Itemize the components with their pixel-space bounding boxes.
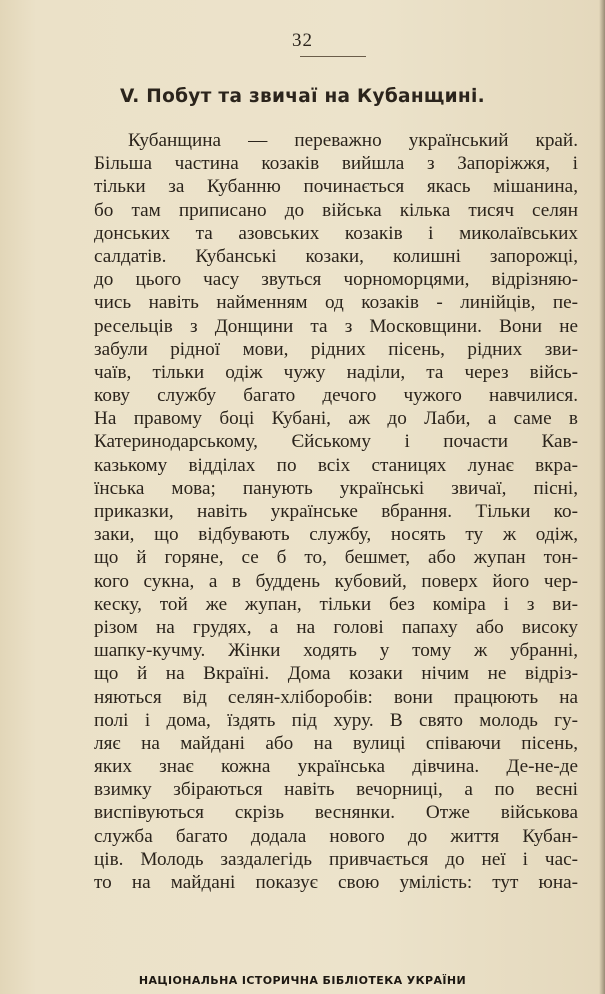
text-line: Кубанщина — переважно український край. — [128, 130, 578, 151]
text-line: Катеринодарському, Єйському і почасти Кав- — [94, 431, 578, 453]
text-line: то на майдані показує свою умілість: тут юна- — [94, 872, 578, 893]
text-line: шапку-кучму. Жінки ходять у тому ж убранні, — [94, 640, 578, 662]
text-line: забули рідної мови, рідних пісень, рідних зви- — [94, 338, 578, 360]
page-number: 32 — [292, 30, 313, 51]
body-text — [94, 129, 578, 894]
text-line: виспівуються скрізь веснянки. Отже військова — [94, 802, 578, 824]
text-line: кого сукна, а в буддень кубовий, поверх його чер- — [94, 570, 578, 592]
text-line: полі і дома, їздять під хуру. В свято молодь гу- — [94, 709, 578, 731]
text-line: заки, що відбувають службу, носять ту ж одіж, — [94, 524, 578, 546]
text-line: кеску, той же жупан, тільки без коміра і з ви- — [94, 593, 578, 615]
text-line: Більша частина козаків вийшла з Запоріжжя, і — [94, 153, 578, 175]
text-line: ляє на майдані або на вулиці співаючи пісень, — [94, 732, 578, 754]
text-line: ців. Молодь заздалегідь привчається до неї і час- — [94, 848, 578, 870]
text-line: чись навіть найменням од козаків - линійців, пе- — [94, 292, 578, 314]
text-line: різом на грудях, а на голові папаху або високу — [94, 616, 578, 638]
text-line: салдатів. Кубанські козаки, колишні запорожці, — [94, 245, 578, 267]
page-edge-shadow — [599, 0, 605, 994]
page-number-rule — [300, 56, 366, 57]
text-line: казькому відділах по всіх станицях лунає вкра- — [94, 454, 578, 476]
text-line: донських та азовських козаків і миколаївських — [94, 222, 578, 244]
text-line: служба багато додала нового до життя Кубан- — [94, 825, 578, 847]
text-line: чаїв, тільки одіж чужу наділи, та через війсь- — [94, 361, 578, 383]
text-line: приказки, навіть українське вбрання. Тільки ко- — [94, 501, 578, 522]
text-line: бо там приписано до війська кілька тисяч селян — [94, 199, 578, 221]
text-line: няються від селян-хліборобів: вони працюють на — [94, 686, 578, 708]
text-line: їнська мова; панують українські звичаї, пісні, — [94, 477, 578, 499]
text-line: тільки за Кубанню починається якась мішанина, — [94, 176, 578, 198]
text-line: яких знає кожна українська дівчина. Де-не-де — [94, 756, 578, 778]
text-line: до цього часу звуться чорноморцями, відрізняю- — [94, 269, 578, 291]
text-line: На правому боці Кубані, аж до Лаби, а саме в — [94, 408, 578, 430]
library-stamp: НАЦІОНАЛЬНА ІСТОРИЧНА БІБЛІОТЕКА УКРАЇНИ — [138, 974, 467, 987]
text-line: кову службу багато дечого чужого навчилися. — [94, 385, 578, 407]
text-line: що й на Вкраїні. Дома козаки нічим не відріз- — [94, 663, 578, 685]
text-line: взимку збіраються навіть вечорниці, а по весні — [94, 779, 578, 801]
text-line: ресельців з Донщини та з Московщини. Вони не — [94, 315, 578, 337]
text-line: що й горяне, се б то, бешмет, або жупан тон- — [94, 547, 578, 569]
section-title: V. Побут та звичаї на Кубанщині. — [119, 86, 485, 107]
